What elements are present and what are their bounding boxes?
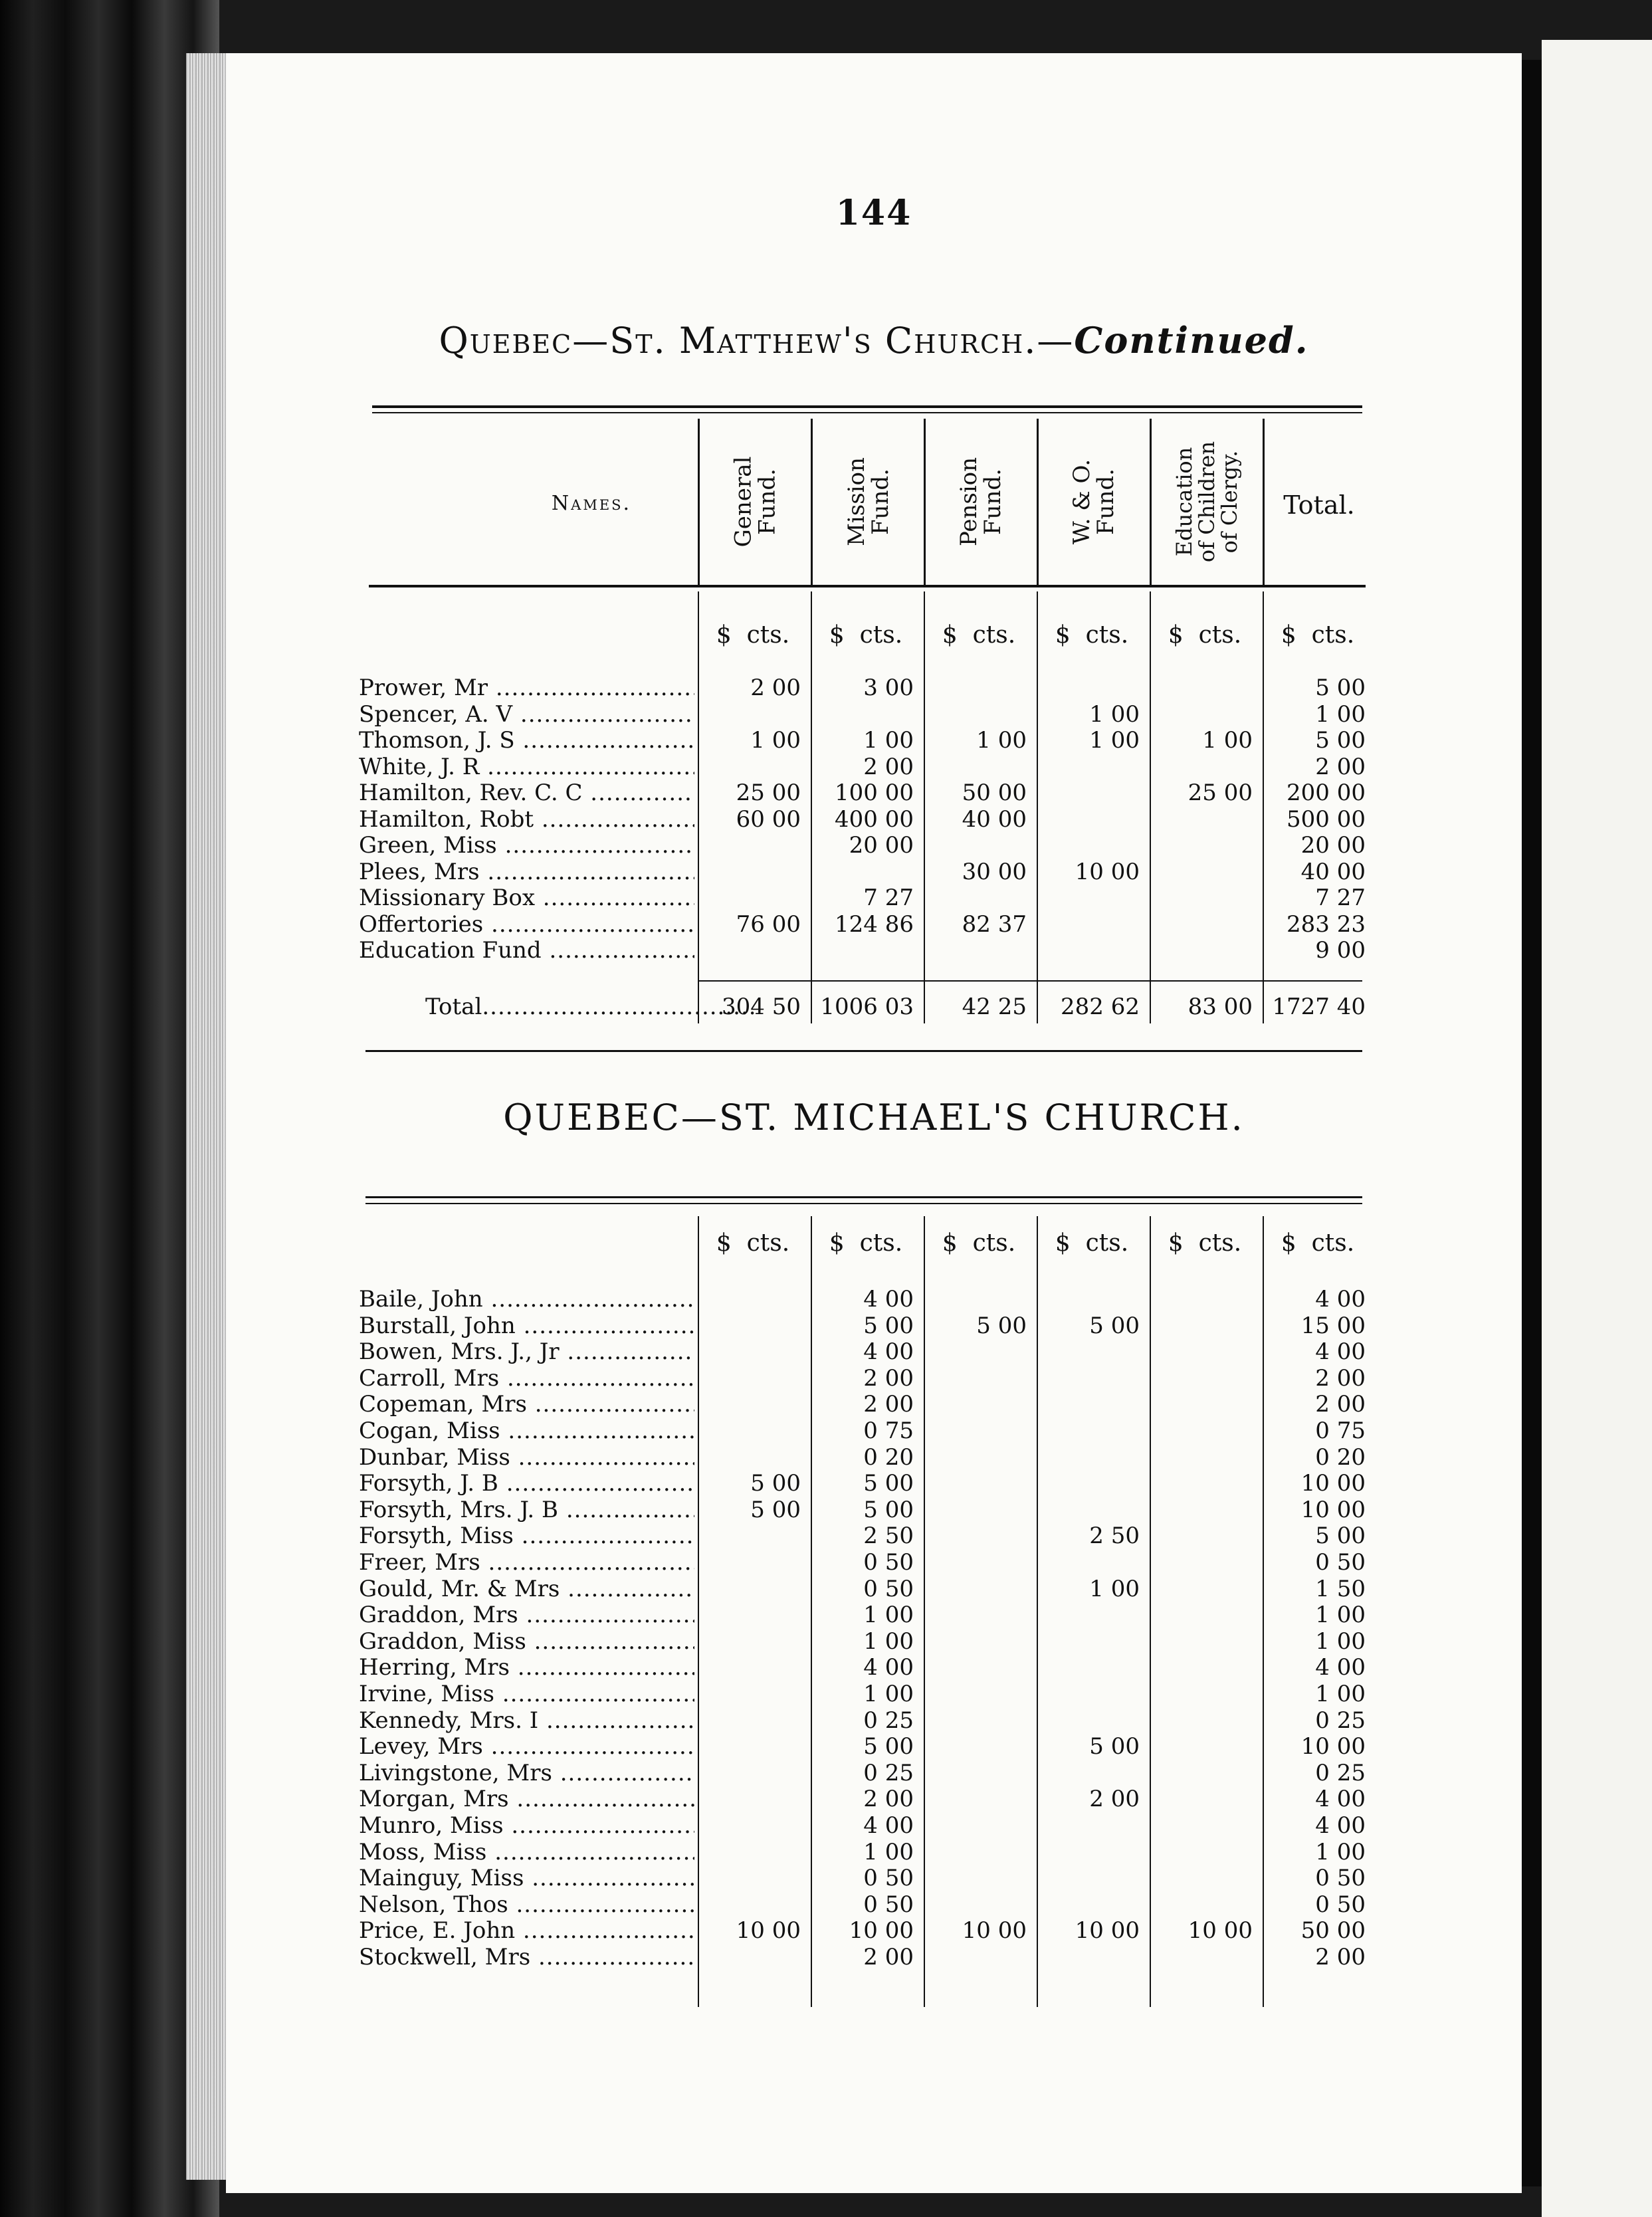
row-value: 0 50 <box>863 1891 914 1918</box>
table-row <box>359 832 1522 859</box>
row-value: 1006 03 <box>820 994 914 1020</box>
row-value: 2 00 <box>1315 1944 1366 1970</box>
row-value: 0 25 <box>1315 1759 1366 1786</box>
wo-fund-header-text <box>1070 459 1118 544</box>
header-line: Fund. <box>867 469 894 535</box>
row-value: 2 00 <box>1315 753 1366 780</box>
row-name: Copeman, Mrs ..... <box>359 1391 694 1418</box>
column-rule <box>811 591 812 1023</box>
row-value: 0 20 <box>1315 1443 1366 1471</box>
header-line: General <box>730 456 757 548</box>
column-rule <box>1150 1216 1151 2007</box>
header-line: of Clergy. <box>1217 450 1243 554</box>
row-name: Cogan, Miss ..... <box>359 1418 694 1444</box>
header-line: Mission <box>843 457 870 546</box>
row-name: White, J. R ..... <box>359 754 694 780</box>
row-value: 1 00 <box>1315 1681 1366 1707</box>
unit-label: $ cts. <box>716 621 790 649</box>
row-name: Morgan, Mrs ..... <box>359 1786 694 1812</box>
row-value: 10 00 <box>1075 858 1140 885</box>
row-value: 283 23 <box>1287 910 1366 938</box>
header-line: W. & O. <box>1069 459 1096 545</box>
row-value: 2 00 <box>863 1364 914 1392</box>
row-value: 15 00 <box>1300 1312 1366 1339</box>
row-value: 0 50 <box>863 1549 914 1576</box>
table-row <box>359 1313 1522 1339</box>
column-rule <box>811 1216 812 2007</box>
row-name: Baile, John ..... <box>359 1286 694 1313</box>
row-name: Mainguy, Miss ..... <box>359 1865 694 1891</box>
column-rule <box>1263 1216 1264 2007</box>
row-name: Freer, Mrs ..... <box>359 1549 694 1576</box>
row-value: 10 00 <box>1300 1470 1366 1497</box>
unit-label: $ cts. <box>942 621 1016 649</box>
row-value: 83 00 <box>1187 994 1253 1020</box>
wo-fund-header <box>1039 422 1150 581</box>
row-value: 4 00 <box>863 1338 914 1366</box>
row-name: Graddon, Mrs ..... <box>359 1602 694 1628</box>
unit-label: $ cts. <box>1055 1229 1129 1257</box>
column-rule <box>1037 1216 1038 2007</box>
row-value: 10 00 <box>962 1917 1027 1945</box>
table1-top-rule-thin <box>372 412 1362 413</box>
row-value: 1 50 <box>1315 1575 1366 1602</box>
row-value: 1 00 <box>863 1628 914 1655</box>
row-value: 5 00 <box>1315 727 1366 754</box>
section-title-continued: Continued. <box>1074 319 1309 362</box>
column-rule <box>924 591 925 1023</box>
row-value: 7 27 <box>1315 885 1366 911</box>
row-value: 2 00 <box>1089 1786 1140 1813</box>
row-name: Hamilton, Robt ..... <box>359 806 694 833</box>
row-name: Bowen, Mrs. J., Jr ..... <box>359 1338 694 1365</box>
row-value: 0 75 <box>1315 1418 1366 1444</box>
header-line: of Children <box>1194 441 1220 563</box>
names-column-header: Names. <box>551 492 632 515</box>
general-fund-header <box>700 422 811 581</box>
row-value: 2 00 <box>863 753 914 780</box>
row-name: Gould, Mr. & Mrs ..... <box>359 1576 694 1602</box>
table-row <box>359 1338 1522 1365</box>
table-row <box>359 727 1522 754</box>
row-name: Offertories ..... <box>359 911 694 938</box>
table-row <box>359 1944 1522 1970</box>
row-value: 60 00 <box>736 805 801 833</box>
pension-fund-header-text <box>958 457 1005 546</box>
table-row <box>359 1839 1522 1865</box>
row-value: 40 00 <box>1300 858 1366 885</box>
general-fund-header-text <box>731 457 779 548</box>
column-rule <box>698 1216 699 2007</box>
page-number: 144 <box>835 193 912 233</box>
header-line: Pension <box>956 457 983 547</box>
table-row <box>359 911 1522 938</box>
document-page <box>226 53 1522 2193</box>
row-value: 3 00 <box>863 675 914 701</box>
row-value: 124 86 <box>835 910 914 938</box>
row-value: 76 00 <box>736 910 801 938</box>
row-name: Kennedy, Mrs. I ..... <box>359 1707 694 1734</box>
row-value: 304 50 <box>722 994 801 1020</box>
row-value: 2 00 <box>750 675 801 701</box>
table1-bottom-rule <box>365 1050 1362 1052</box>
row-value: 4 00 <box>863 1812 914 1839</box>
table-row <box>359 937 1522 964</box>
row-value: 5 00 <box>863 1496 914 1523</box>
unit-label: $ cts. <box>1055 621 1129 649</box>
total-row <box>359 994 1522 1020</box>
row-value: 400 00 <box>835 805 914 833</box>
unit-label: $ cts. <box>1281 1229 1355 1257</box>
row-name: Forsyth, Mrs. J. B ..... <box>359 1497 694 1523</box>
unit-label: $ cts. <box>829 1229 903 1257</box>
row-value: 0 50 <box>1315 1891 1366 1918</box>
row-name: Total .........................................$ <box>425 994 758 1020</box>
table-row <box>359 1444 1522 1471</box>
row-value: 0 25 <box>1315 1707 1366 1734</box>
table-row <box>359 1917 1522 1944</box>
row-name: Herring, Mrs ..... <box>359 1654 694 1681</box>
row-value: 2 00 <box>863 1391 914 1418</box>
table-row <box>359 1733 1522 1760</box>
row-name: Prower, Mr ..... <box>359 675 694 701</box>
row-value: 10 00 <box>1075 1917 1140 1945</box>
education-fund-header-text <box>1174 441 1241 562</box>
row-value: 1 00 <box>863 727 914 754</box>
row-value: 4 00 <box>863 1654 914 1681</box>
row-value: 1 00 <box>1089 1575 1140 1602</box>
table-row <box>359 1654 1522 1681</box>
column-rule <box>924 1216 925 2007</box>
row-value: 1 00 <box>1315 700 1366 728</box>
column-rule <box>1150 591 1151 1023</box>
table-row <box>359 780 1522 806</box>
row-value: 5 00 <box>750 1496 801 1523</box>
row-value: 0 50 <box>863 1865 914 1892</box>
row-name: Price, E. John ..... <box>359 1917 694 1944</box>
row-value: 20 00 <box>1300 832 1366 859</box>
row-value: 4 00 <box>1315 1286 1366 1313</box>
row-value: 1 00 <box>863 1838 914 1865</box>
row-value: 0 20 <box>863 1443 914 1471</box>
header-line: Fund. <box>1092 469 1120 535</box>
row-value: 4 00 <box>1315 1338 1366 1366</box>
section-title-main: Quebec—St. Matthew's Church.— <box>439 320 1075 362</box>
table2-top-rule-thin <box>365 1203 1362 1204</box>
row-value: 40 00 <box>962 805 1027 833</box>
table-row <box>359 806 1522 833</box>
row-name: Missionary Box ..... <box>359 885 694 911</box>
row-value: 1 00 <box>1089 700 1140 728</box>
row-value: 25 00 <box>1187 780 1253 806</box>
row-value: 0 50 <box>863 1575 914 1602</box>
row-value: 2 00 <box>863 1944 914 1970</box>
row-value: 1 00 <box>1315 1602 1366 1629</box>
unit-label: $ cts. <box>829 621 903 649</box>
row-value: 25 00 <box>736 780 801 806</box>
page-edges <box>186 53 226 2180</box>
row-value: 1 00 <box>750 727 801 754</box>
row-value: 0 25 <box>863 1707 914 1734</box>
table-row <box>359 1470 1522 1497</box>
row-value: 200 00 <box>1287 780 1366 806</box>
row-name: Levey, Mrs ..... <box>359 1733 694 1760</box>
row-value: 1 00 <box>1202 727 1253 754</box>
row-name: Livingstone, Mrs ..... <box>359 1760 694 1786</box>
unit-label: $ cts. <box>716 1229 790 1257</box>
table-row <box>359 1523 1522 1549</box>
section-title-st-matthews <box>226 319 1522 362</box>
table-row <box>359 1865 1522 1891</box>
row-value: 5 00 <box>863 1312 914 1339</box>
unit-label: $ cts. <box>1168 621 1242 649</box>
table-row <box>359 859 1522 885</box>
page-gutter <box>1522 60 1542 2186</box>
row-value: 1 00 <box>1315 1628 1366 1655</box>
row-value: 7 27 <box>863 885 914 911</box>
row-value: 30 00 <box>962 858 1027 885</box>
header-line: Fund. <box>980 469 1007 535</box>
unit-label: $ cts. <box>1281 621 1355 649</box>
row-name: Forsyth, J. B ..... <box>359 1470 694 1497</box>
table-row <box>359 1365 1522 1392</box>
row-value: 5 00 <box>863 1733 914 1760</box>
table-row <box>359 1576 1522 1602</box>
row-name: Thomson, J. S ..... <box>359 727 694 754</box>
row-value: 1 00 <box>976 727 1027 754</box>
unit-label: $ cts. <box>942 1229 1016 1257</box>
row-value: 1727 40 <box>1272 994 1366 1020</box>
row-value: 0 50 <box>1315 1549 1366 1576</box>
row-name: Nelson, Thos ..... <box>359 1891 694 1918</box>
row-value: 2 00 <box>1315 1364 1366 1392</box>
table-row <box>359 1786 1522 1812</box>
row-value: 1 00 <box>1315 1838 1366 1865</box>
table1-header-rule <box>369 585 1366 587</box>
row-name: Graddon, Miss ..... <box>359 1628 694 1655</box>
row-name: Hamilton, Rev. C. C ..... <box>359 780 694 806</box>
table-row <box>359 1549 1522 1576</box>
total-column-header: Total. <box>1283 490 1355 520</box>
row-value: 5 00 <box>1089 1312 1140 1339</box>
row-name: Carroll, Mrs ..... <box>359 1365 694 1392</box>
row-value: 2 00 <box>1315 1391 1366 1418</box>
row-value: 4 00 <box>1315 1654 1366 1681</box>
row-value: 4 00 <box>1315 1786 1366 1813</box>
row-value: 2 50 <box>863 1523 914 1550</box>
row-value: 50 00 <box>962 780 1027 806</box>
table-row <box>359 1391 1522 1418</box>
row-name: Green, Miss ..... <box>359 832 694 859</box>
row-value: 42 25 <box>962 994 1027 1020</box>
header-line: Fund. <box>754 469 781 535</box>
facing-page <box>1542 40 1652 2217</box>
row-value: 9 00 <box>1315 937 1366 964</box>
row-value: 5 00 <box>1315 1523 1366 1550</box>
table1-top-rule <box>372 405 1362 408</box>
row-name: Munro, Miss ..... <box>359 1812 694 1839</box>
table2-top-rule <box>365 1196 1362 1198</box>
row-value: 5 00 <box>863 1470 914 1497</box>
row-value: 82 37 <box>962 910 1027 938</box>
row-value: 2 00 <box>863 1786 914 1813</box>
row-value: 1 00 <box>863 1602 914 1629</box>
column-rule <box>698 591 699 1023</box>
table-row <box>359 1602 1522 1628</box>
row-value: 4 00 <box>863 1286 914 1313</box>
table-row <box>359 1418 1522 1444</box>
row-value: 4 00 <box>1315 1812 1366 1839</box>
row-value: 10 00 <box>1187 1917 1253 1945</box>
row-name: Plees, Mrs ..... <box>359 859 694 885</box>
table-row <box>359 1286 1522 1313</box>
unit-label: $ cts. <box>1168 1229 1242 1257</box>
row-value: 10 00 <box>1300 1496 1366 1523</box>
row-value: 50 00 <box>1300 1917 1366 1945</box>
row-value: 5 00 <box>1315 675 1366 701</box>
education-fund-header <box>1152 422 1263 581</box>
row-value: 0 50 <box>1315 1865 1366 1892</box>
table-row <box>359 1681 1522 1707</box>
row-name: Education Fund ..... <box>359 937 694 964</box>
section-title-st-michaels: QUEBEC—ST. MICHAEL'S CHURCH. <box>503 1097 1245 1138</box>
pension-fund-header <box>926 422 1037 581</box>
table-row <box>359 754 1522 780</box>
row-value: 0 75 <box>863 1418 914 1444</box>
mission-fund-header <box>813 422 924 581</box>
row-value: 100 00 <box>835 780 914 806</box>
row-value: 10 00 <box>849 1917 914 1945</box>
row-name: Spencer, A. V ..... <box>359 701 694 728</box>
row-value: 1 00 <box>1089 727 1140 754</box>
table-row <box>359 1628 1522 1655</box>
table-row <box>359 1760 1522 1786</box>
row-name: Moss, Miss ..... <box>359 1839 694 1865</box>
row-name: Forsyth, Miss ..... <box>359 1523 694 1549</box>
row-name: Stockwell, Mrs ..... <box>359 1944 694 1970</box>
table-row <box>359 1707 1522 1734</box>
table-row <box>359 885 1522 911</box>
row-value: 20 00 <box>849 832 914 859</box>
row-value: 0 25 <box>863 1759 914 1786</box>
row-value: 282 62 <box>1061 994 1140 1020</box>
row-name: Irvine, Miss ..... <box>359 1681 694 1707</box>
header-line: Education <box>1172 447 1197 557</box>
row-value: 10 00 <box>736 1917 801 1945</box>
table-row <box>359 1812 1522 1839</box>
table-row <box>359 675 1522 701</box>
row-value: 1 00 <box>863 1681 914 1707</box>
mission-fund-header-text <box>844 457 892 546</box>
column-rule <box>1037 591 1038 1023</box>
row-value: 10 00 <box>1300 1733 1366 1760</box>
row-value: 5 00 <box>750 1470 801 1497</box>
table-row <box>359 701 1522 728</box>
row-value: 5 00 <box>1089 1733 1140 1760</box>
row-value: 5 00 <box>976 1312 1027 1339</box>
column-rule <box>1263 591 1264 1023</box>
row-name: Burstall, John ..... <box>359 1313 694 1339</box>
row-value: 500 00 <box>1287 805 1366 833</box>
table-row <box>359 1497 1522 1523</box>
row-name: Dunbar, Miss ..... <box>359 1444 694 1471</box>
table-row <box>359 1891 1522 1918</box>
row-value: 2 50 <box>1089 1523 1140 1550</box>
